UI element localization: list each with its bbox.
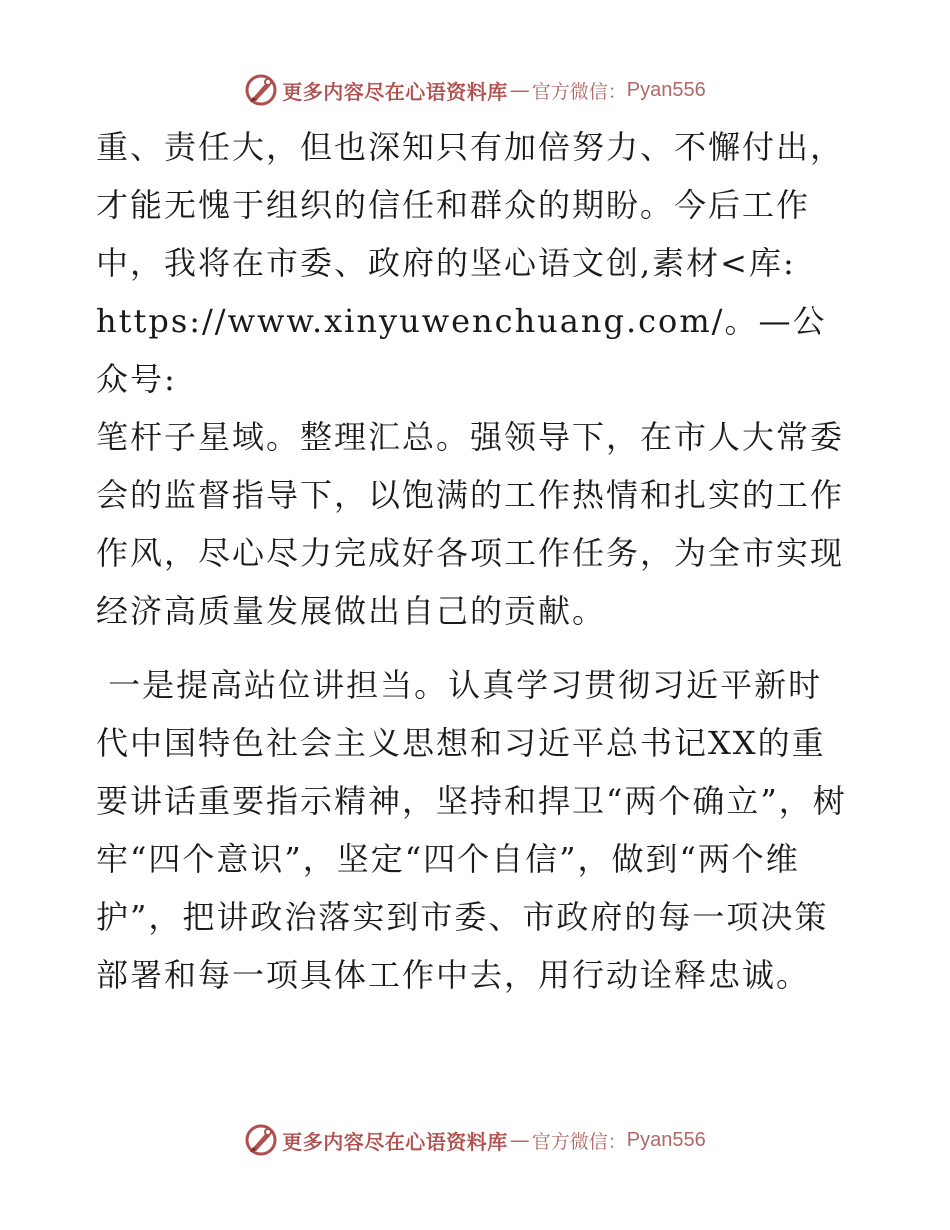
pen-logo-icon — [244, 73, 278, 107]
banner-separator: — — [509, 78, 530, 102]
banner-wechat-label: 官方微信： — [531, 1130, 627, 1153]
document-body — [96, 118, 856, 1004]
banner-wechat-id: Pyan556 — [626, 1128, 706, 1151]
banner-wechat-label: 官方微信： — [531, 80, 627, 103]
banner-wechat-id: Pyan556 — [626, 78, 706, 101]
banner-separator: — — [509, 1128, 530, 1152]
footer-banner — [0, 1120, 950, 1160]
body-paragraph-1: 重、责任大，但也深知只有加倍努力、不懈付出，才能无愧于组织的信任和群众的期盼。今后工作中，我将在市委、政府的坚心语文创,素材<库: https://www.xinyuwenchuang.com/。—公众号: 笔杆子星域。整理汇总。强领导下，在市人大常委会的监督指导下，以饱满的工作热情和扎实的工作作风，尽心尽力完成好各项工作任务，为全市实现经济高质量发展做出自己的贡献。 — [96, 128, 845, 630]
body-paragraph-2: 一是提高站位讲担当。认真学习贯彻习近平新时代中国特色社会主义思想和习近平总书记XX的重要讲话重要指示精神，坚持和捍卫“两个确立”，树牢“四个意识”，坚定“四个自信”，做到“两个维护”，把讲政治落实到市委、市政府的每一项决策部署和每一项具体工作中去，用行动诠释忠诚。 — [96, 666, 847, 994]
pen-logo-icon — [244, 1123, 278, 1157]
banner-brand-text: 更多内容尽在心语资料库 — [282, 1129, 508, 1154]
header-banner — [0, 70, 950, 110]
banner-brand-text: 更多内容尽在心语资料库 — [282, 79, 508, 104]
